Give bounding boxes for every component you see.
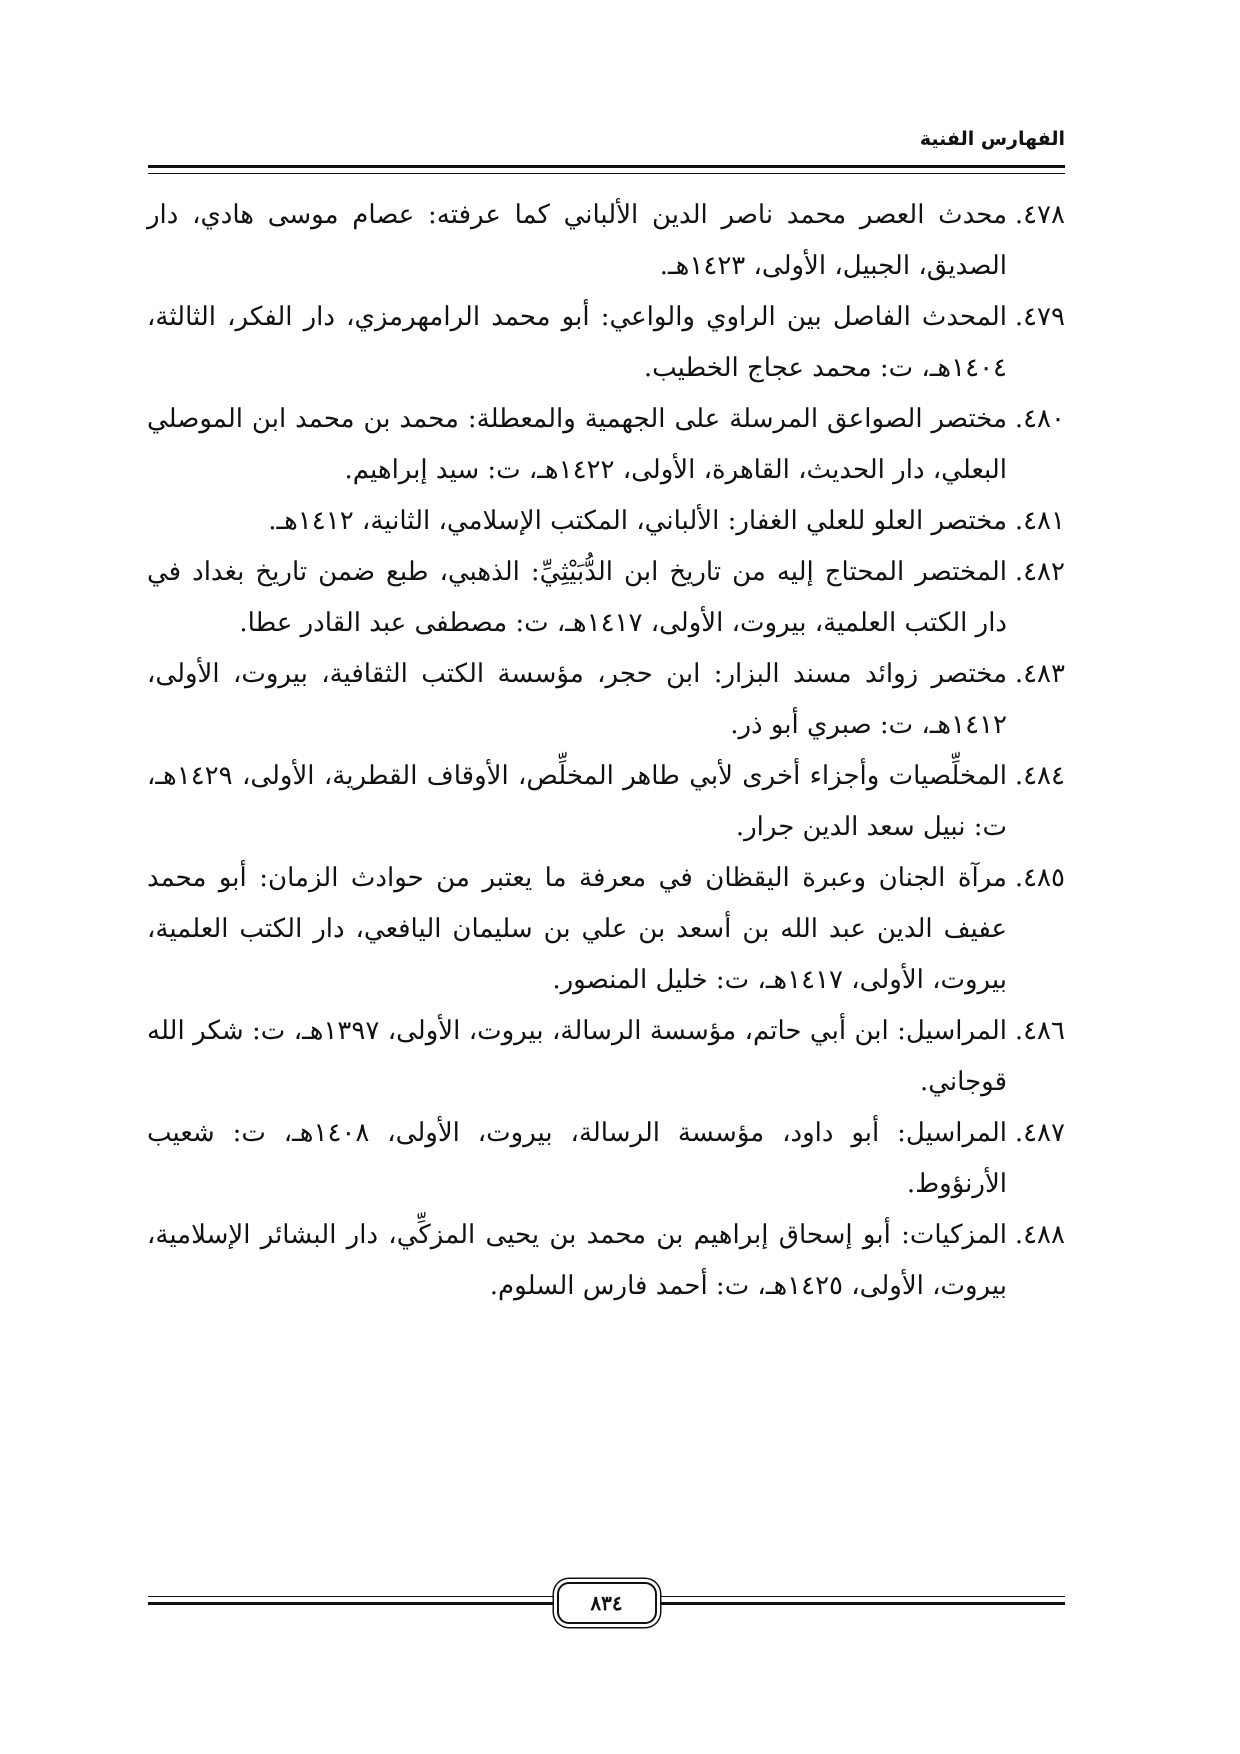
footer-rule-left <box>148 1596 553 1605</box>
page-footer <box>148 1582 1065 1622</box>
page-number: ٨٣٤ <box>557 1582 657 1624</box>
header-rule <box>148 165 1065 174</box>
bibliography-entry <box>147 292 1065 394</box>
bibliography-list <box>147 190 1065 1312</box>
entry-number: ٤٨١. <box>1014 506 1065 536</box>
entry-number: ٤٨٨. <box>1014 1220 1065 1250</box>
entry-number: ٤٨٦. <box>1014 1016 1065 1046</box>
bibliography-entry <box>147 394 1065 496</box>
bibliography-entry <box>147 547 1065 649</box>
entry-number: ٤٨٣. <box>1014 659 1065 689</box>
entry-text: مختصر الصواعق المرسلة على الجهمية والمعطلة: محمد بن محمد ابن الموصلي البعلي، دار الحديث، القاهرة، الأولى، ١٤٢٢هـ، ت: سيد إبراهيم. <box>147 404 1007 485</box>
bibliography-entry <box>147 1006 1065 1108</box>
entry-text: المراسيل: ابن أبي حاتم، مؤسسة الرسالة، بيروت، الأولى، ١٣٩٧هـ، ت: شكر الله قوجاني. <box>147 1016 1007 1097</box>
bibliography-entry <box>147 649 1065 751</box>
entry-number: ٤٨٢. <box>1014 557 1065 587</box>
bibliography-entry <box>147 1210 1065 1312</box>
entry-text: مرآة الجنان وعبرة اليقظان في معرفة ما يعتبر من حوادث الزمان: أبو محمد عفيف الدين عبد الله بن أسعد بن علي بن سليمان اليافعي، دار الكتب العلمية، بيروت، الأولى، ١٤١٧هـ، ت: خليل المنصور. <box>147 863 1007 995</box>
entry-text: المخلِّصيات وأجزاء أخرى لأبي طاهر المخلِّص، الأوقاف القطرية، الأولى، ١٤٢٩هـ، ت: نبيل سعد الدين جرار. <box>147 761 1007 842</box>
entry-text: المختصر المحتاج إليه من تاريخ ابن الدُّبَيْثِيِّ: الذهبي، طبع ضمن تاريخ بغداد في دار الكتب العلمية، بيروت، الأولى، ١٤١٧هـ، ت: مصطفى عبد القادر عطا. <box>147 557 1007 638</box>
entry-text: محدث العصر محمد ناصر الدين الألباني كما عرفته: عصام موسى هادي، دار الصديق، الجبيل، الأولى، ١٤٢٣هـ. <box>147 200 1007 281</box>
bibliography-entry <box>147 190 1065 292</box>
bibliography-entry <box>147 853 1065 1006</box>
entry-number: ٤٨٥. <box>1014 863 1065 893</box>
entry-number: ٤٨٧. <box>1014 1118 1065 1148</box>
bibliography-entry <box>147 496 1065 547</box>
bibliography-entry <box>147 751 1065 853</box>
bibliography-entry <box>147 1108 1065 1210</box>
entry-number: ٤٨٤. <box>1014 761 1065 791</box>
footer-rule-right <box>660 1596 1065 1605</box>
entry-text: مختصر العلو للعلي الغفار: الألباني، المكتب الإسلامي، الثانية، ١٤١٢هـ. <box>268 506 1007 536</box>
entry-text: المزكيات: أبو إسحاق إبراهيم بن محمد بن يحيى المزكِّي، دار البشائر الإسلامية، بيروت، الأولى، ١٤٢٥هـ، ت: أحمد فارس السلوم. <box>147 1220 1007 1301</box>
entry-text: مختصر زوائد مسند البزار: ابن حجر، مؤسسة الكتب الثقافية، بيروت، الأولى، ١٤١٢هـ، ت: صبري أبو ذر. <box>147 659 1007 740</box>
entry-number: ٤٨٠. <box>1014 404 1065 434</box>
entry-number: ٤٧٨. <box>1014 200 1065 230</box>
running-header: الفهارس الفنية <box>919 128 1065 150</box>
entry-text: المحدث الفاصل بين الراوي والواعي: أبو محمد الرامهرمزي، دار الفكر، الثالثة، ١٤٠٤هـ، ت: محمد عجاج الخطيب. <box>147 302 1007 383</box>
entry-text: المراسيل: أبو داود، مؤسسة الرسالة، بيروت، الأولى، ١٤٠٨هـ، ت: شعيب الأرنؤوط. <box>147 1118 1007 1199</box>
entry-number: ٤٧٩. <box>1014 302 1065 332</box>
